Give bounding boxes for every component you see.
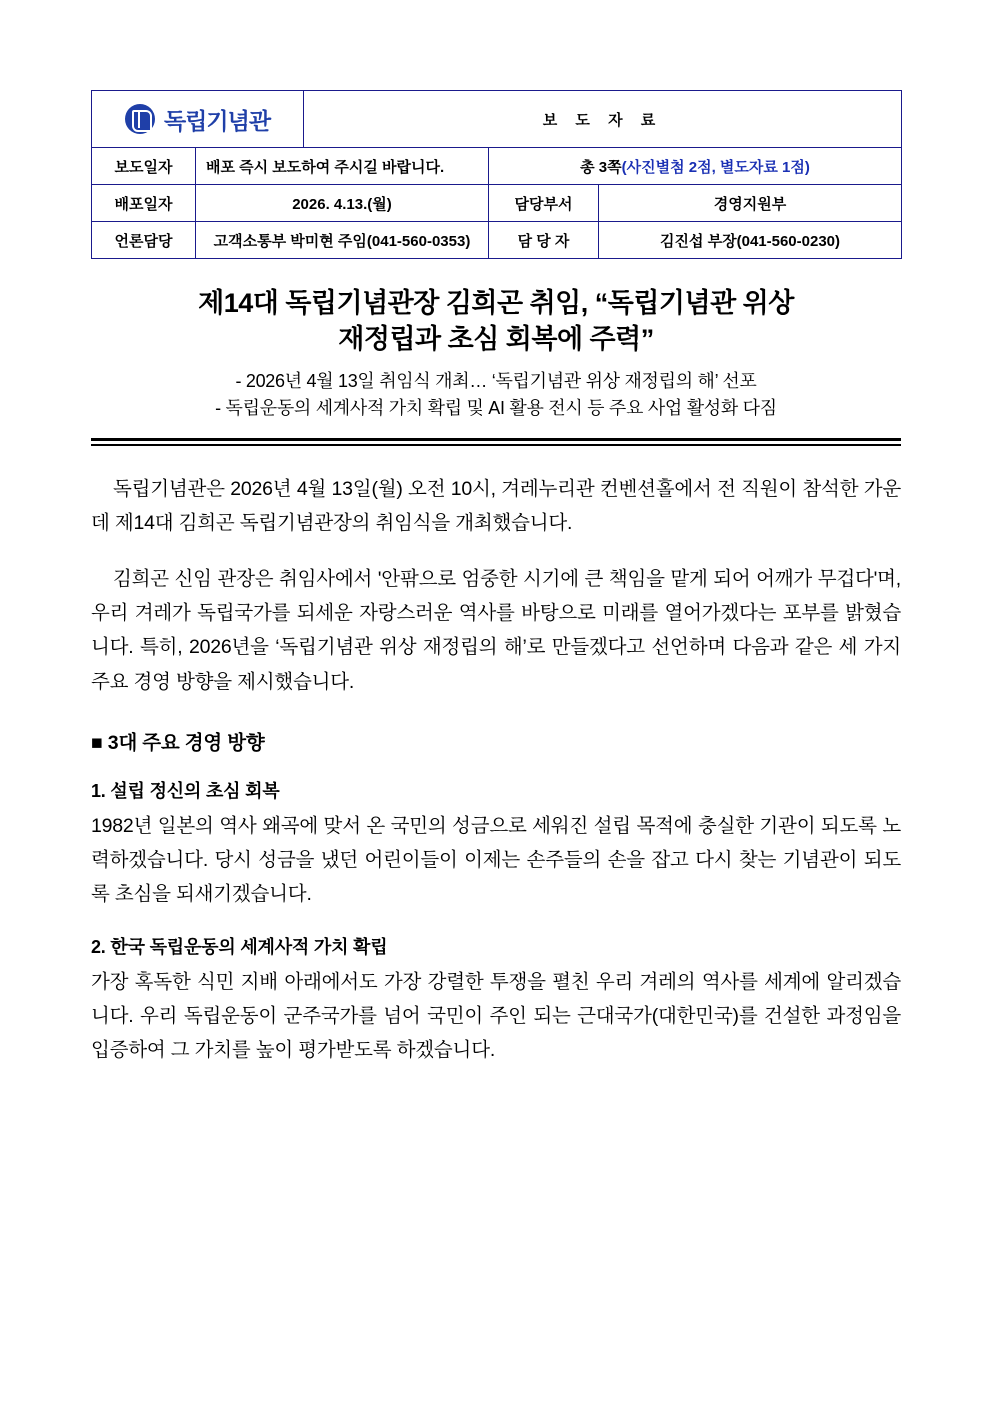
row-label-distribution-date: 배포일자: [92, 185, 196, 222]
row-value-press-contact: 고객소통부 박미현 주임(041-560-0353): [196, 222, 489, 259]
table-row: [92, 185, 902, 222]
table-row: [92, 222, 902, 259]
table-row-logo-title: [92, 91, 902, 148]
page-title: [91, 285, 901, 358]
row-value-page-count: [489, 148, 902, 185]
row-label-report-date: 보도일자: [92, 148, 196, 185]
table-row: [92, 148, 902, 185]
row-label-person-in-charge: 담 당 자: [489, 222, 599, 259]
page-count-prefix: 총 3쪽: [580, 158, 622, 176]
press-release-header-table: [91, 90, 902, 259]
document-content: [91, 0, 901, 1067]
page-title-line-2: 재정립과 초심 회복에 주력”: [338, 324, 654, 355]
page-subtitle-line-2: - 독립운동의 세계사적 가치 확립 및 AI 활용 전시 등 주요 사업 활성화 다짐: [215, 397, 777, 418]
page-count-detail: (사진별첨 2점, 별도자료 1점): [621, 158, 810, 176]
row-value-distribution-date: 2026. 4.13.(월): [196, 185, 489, 222]
row-value-department: 경영지원부: [599, 185, 902, 222]
independence-hall-emblem-icon: [125, 104, 155, 134]
item-text-1: 1982년 일본의 역사 왜곡에 맞서 온 국민의 성금으로 세워진 설립 목적에 충실한 기관이 되도록 노력하겠습니다. 당시 성금을 냈던 어린이들이 이제는 손주들의 손을 잡고 다시 찾는 기념관이 되도록 초심을 되새기겠습니다.: [91, 814, 901, 905]
logo-cell: [92, 91, 304, 148]
body-paragraph-2: 김희곤 신임 관장은 취임사에서 '안팎으로 엄중한 시기에 큰 책임을 맡게 되어 어깨가 무겁다'며, 우리 겨레가 독립국가를 되세운 자랑스러운 역사를 바탕으로 미래를 열어가겠다는 포부를 밝혔습니다. 특히, 2026년을 ‘독립기념관 위상 재정립의 해’로 만들겠다고 선언하며 다음과 같은 세 가지 주요 경영 방향을 제시했습니다.: [91, 568, 901, 693]
divider: [91, 438, 901, 446]
row-label-press-contact: 언론담당: [92, 222, 196, 259]
section-heading: ■ 3대 주요 경영 방향: [91, 731, 265, 754]
item-heading-2: 2. 한국 독립운동의 세계사적 가치 확립: [91, 937, 388, 957]
page-subtitle-line-1: - 2026년 4월 13일 취임식 개최… ‘독립기념관 위상 재정립의 해’ 선포: [235, 370, 757, 391]
page-title-line-1: 제14대 독립기념관장 김희곤 취임, “독립기념관 위상: [198, 288, 794, 318]
item-heading-1: 1. 설립 정신의 초심 회복: [91, 780, 280, 801]
row-label-department: 담당부서: [489, 185, 599, 222]
logo-text: 독립기념관: [163, 107, 271, 134]
page-subtitle: [91, 368, 901, 422]
row-value-person-in-charge: 김진섭 부장(041-560-0230): [599, 222, 902, 259]
body-paragraph-1: 독립기념관은 2026년 4월 13일(월) 오전 10시, 겨레누리관 컨벤션홀에서 전 직원이 참석한 가운데 제14대 김희곤 독립기념관장의 취임식을 개최했습니다.: [91, 477, 901, 534]
row-value-report-date: 배포 즉시 보도하여 주시길 바랍니다.: [196, 148, 489, 185]
document-type-title: 보 도 자 료: [304, 91, 902, 148]
item-text-2: 가장 혹독한 식민 지배 아래에서도 가장 강렬한 투쟁을 펼친 우리 겨레의 역사를 세계에 알리겠습니다. 우리 독립운동이 군주국가를 넘어 국민이 주인 되는 근대국가(대한민국)를 건설한 과정임을 입증하여 그 가치를 높이 평가받도록 하겠습니다.: [91, 971, 901, 1062]
